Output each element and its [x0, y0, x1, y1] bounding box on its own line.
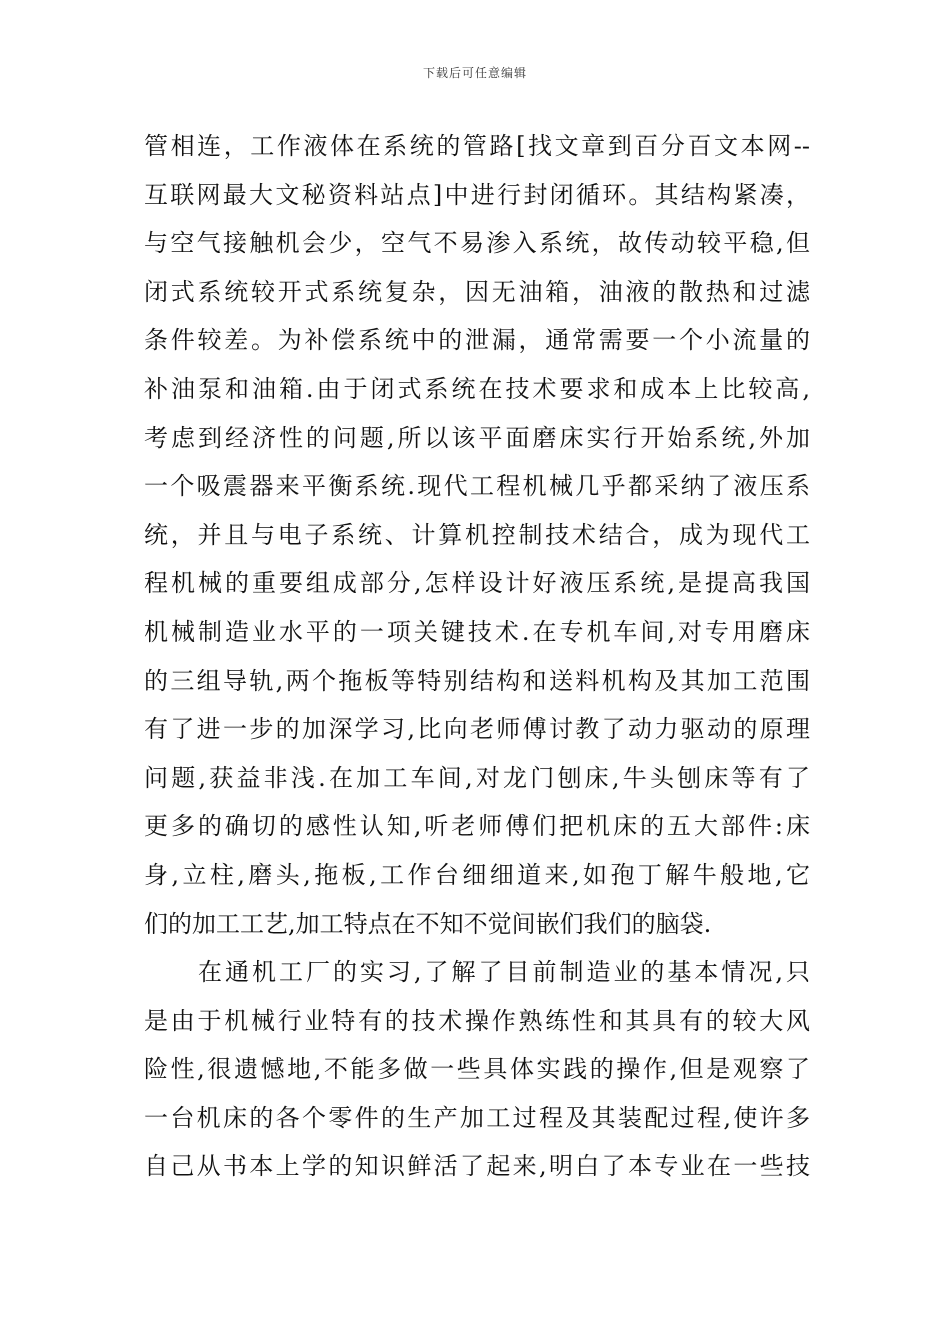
text-line: 在通机工厂的实习,了解了目前制造业的基本情况,只	[198, 958, 810, 987]
text-line: 统，并且与电子系统、计算机控制技术结合，成为现代工	[144, 520, 810, 549]
paragraph-2	[144, 948, 810, 1191]
text-line: 们的加工工艺,加工特点在不知不觉间嵌们我们的脑袋.	[144, 909, 712, 938]
text-line: 一个吸震器来平衡系统.现代工程机械几乎都采纳了液压系	[144, 472, 810, 501]
text-line: 程机械的重要组成部分,怎样设计好液压系统,是提高我国	[144, 569, 810, 598]
text-line: 管相连，工作液体在系统的管路[找文章到百分百文本网--	[144, 132, 810, 160]
text-line: 问题,获益非浅.在加工车间,对龙门刨床,牛头刨床等有了	[144, 763, 810, 792]
page-header: 下载后可任意编辑	[422, 66, 527, 80]
text-line: 的三组导轨,两个拖板等特别结构和送料机构及其加工范围	[144, 666, 810, 695]
text-line: 机械制造业水平的一项关键技术.在专机车间,对专用磨床	[144, 617, 810, 646]
text-line: 考虑到经济性的问题,所以该平面磨床实行开始系统,外加	[144, 423, 810, 452]
text-line: 险性,很遗憾地,不能多做一些具体实践的操作,但是观察了	[144, 1055, 810, 1084]
paragraph-1	[144, 122, 810, 948]
text-line: 条件较差。为补偿系统中的泄漏，通常需要一个小流量的	[144, 326, 810, 355]
text-line: 补油泵和油箱.由于闭式系统在技术要求和成本上比较高,	[144, 374, 810, 403]
text-line: 身,立柱,磨头,拖板,工作台细细道来,如孢丁解牛般地,它	[144, 860, 810, 889]
text-line: 闭式系统较开式系统复杂，因无油箱，油液的散热和过滤	[144, 277, 810, 306]
text-line: 与空气接触机会少，空气不易渗入系统，故传动较平稳,但	[144, 229, 810, 258]
text-line: 有了进一步的加深学习,比向老师傅讨教了动力驱动的原理	[144, 715, 810, 744]
text-line: 互联网最大文秘资料站点]中进行封闭循环。其结构紧凑，	[144, 180, 810, 209]
body-text	[144, 122, 810, 1191]
text-line: 自己从书本上学的知识鲜活了起来,明白了本专业在一些技	[144, 1152, 810, 1181]
text-line: 更多的确切的感性认知,听老师傅们把机床的五大部件:床	[144, 812, 810, 841]
text-line: 是由于机械行业特有的技术操作熟练性和其具有的较大风	[144, 1006, 810, 1035]
text-line: 一台机床的各个零件的生产加工过程及其装配过程,使许多	[144, 1103, 810, 1132]
